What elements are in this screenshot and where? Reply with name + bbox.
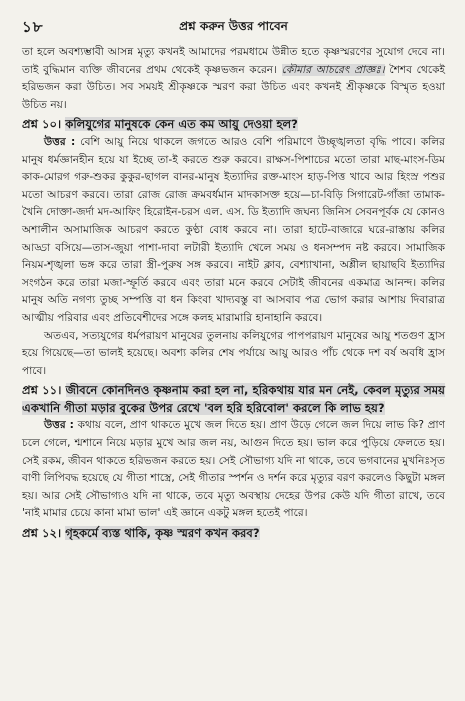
- page-number: ১৮: [22, 18, 44, 36]
- question-10-text: কলিযুগের মানুষকে কেন এত কম আয়ু দেওয়া হল?: [65, 117, 298, 132]
- answer-10: [22, 134, 445, 328]
- answer-10-paragraph-2: অতএব, সত্যযুগের ধর্মপরায়ণ মানুষের তুলনায় কলিযুগের পাপপরায়ণ মানুষের আয়ু শতগুণ হ্রাস হয়ে গিয়েছে—তা ভালই হয়েছে। অবশ্য কলির শেষ পর্যায়ে আয়ু আরও পাঁচ থেকে দশ বর্ষ অবধি হ্রাস পাবে।: [22, 329, 445, 377]
- intro-paragraph: [22, 44, 445, 114]
- body-text: [22, 44, 445, 543]
- page-header: [22, 14, 445, 44]
- intro-text-1: তা হলে অবশ্যম্ভাবী আসন্ন মৃত্যু কখনই আমাদের পরমধামে উন্নীত হতে কৃষ্ণস্মরণের সুযোগ দেবে না। তাই বুদ্ধিমান ব্যক্তি জীবনের প্রথম থেকেই কৃষ্ণভজন করেন।: [22, 46, 445, 76]
- answer-11-label: উত্তর :: [44, 419, 74, 432]
- intro-text-2: শৈশব থেকেই হরিভজন করা উচিত। সব সময়ই শ্রীকৃষ্ণকে স্মরণ করা উচিত এবং কখনই শ্রীকৃষ্ণকে বিস্মৃত হওয়া উচিত নয়।: [22, 63, 446, 111]
- question-10: [22, 116, 445, 134]
- question-11-text: জীবনে কোনদিনও কৃষ্ণনাম করা হল না, হরিকথায় যার মন নেই, কেবল মৃত্যুর সময় একখানি গীতা মড়ার বুকের উপর রেখে 'বল হরি হরিবোল' করলে কি লাভ হয়?: [22, 383, 446, 415]
- answer-11: [22, 417, 445, 523]
- question-11: [22, 382, 445, 417]
- answer-11-text: কথায় বলে, প্রাণ থাকতে মুখে জল দিতে হয়। প্রাণ উড়ে গেলে জল দিয়ে লাভ কি? প্রাণ চলে গেলে, শ্মশানে নিয়ে মড়ার মুখে আর জল নয়, আগুন দিতে হয়। ভাল করে পুড়িয়ে ফেলতে হয়। সেই রকম, জীবন থাকতে হরিভজন করতে হয়। সেই সৌভাগ্য যদি না থাকে, তবে ভগবানের মুখনিঃসৃত বাণী লিপিবদ্ধ হয়েছে যে গীতা শাস্ত্রে, সেই গীতার স্পর্শন ও দর্শন করে মৃত্যুর বরণ করলেও কিছুটা মঙ্গল হয়। আর সেই সৌভাগ্যও যদি না থাকে, তবে মৃত্যু অবস্থায় দেহের উপর কেউ যদি গীতা রাখে, তবে 'নাই মামার চেয়ে কানা মামা ভাল' এই জ্ঞানে একটু মঙ্গল হতেই পারে।: [22, 419, 445, 520]
- answer-10-text: বেশি আয়ু নিয়ে থাকলে জগতে আরও বেশি পরিমাণে উচ্ছৃঙ্খলতা বৃদ্ধি পাবে। কলির মানুষ ধর্মজ্ঞানহীন হয়ে যা ইচ্ছে তা-ই করতে শুরু করবে। রাক্ষস-পিশাচের মতো তারা মাছ-মাংস-ডিম কাক-মোরগ গরু-শুকর কুকুর-ছাগল বানর-মানুষ ইত্যাদির রক্ত-মাংস হাড়-পিত্ত খাবে আর হিংস্র পশুর মতো আচরণ করবে। তারা রোজ রোজ ক্রমবর্ধমান মাদকাসক্ত হয়ে—চা-বিড়ি সিগারেট-গাঁজা তামাক-খৈনি দোক্তা-জর্দা মদ-আফিং হিরোইন-চরস এল. এস. ডি ইত্যাদি জঘন্য জিনিস সেবনপূর্বক যে কোনও অশালীন অসামাজিক আচরণ করতে কুণ্ঠা বোধ করবে না। তারা হাটে-বাজারে ঘরে-রাস্তায় কলির আড্ডা বসিয়ে—তাস-জুয়া পাশা-দাবা লটারী ইত্যাদি খেলে সময় ও ধনসম্পদ নষ্ট করবে। সামাজিক নিয়ম-শৃঙ্খলা ভঙ্গ করে তারা স্ত্রী-পুরুষ সঙ্গ করবে। নাইট ক্লাব, বেশ্যাখানা, অশ্লীল ছায়াছবি ইত্যাদির সংগঠন করে তারা মজা-স্ফূর্তি করবে এবং তারা মনে করবে সেটাই জীবনের একমাত্র আনন্দ। কলির মানুষ অতি নগণ্য তুচ্ছ সম্পত্তি বা ধন কিংবা খাদ্যবস্তু বা আসবাব পত্র ভোগ করার আশায় দিবারাত্র আত্মীয় পরিবার এবং প্রতিবেশীদের সঙ্গে কলহ মারামারি হানাহানি করবে।: [22, 135, 445, 324]
- sanskrit-quote: কৌমার আচরেৎ প্রাজ্ঞঃ।: [281, 63, 385, 76]
- question-11-label: প্রশ্ন ১১।: [22, 383, 62, 398]
- question-10-label: প্রশ্ন ১০।: [22, 117, 62, 132]
- question-12-label: প্রশ্ন ১২।: [22, 526, 62, 541]
- running-title: প্রশ্ন করুন উত্তর পাবেন: [179, 19, 288, 33]
- question-12-text: গৃহকর্মে ব্যস্ত থাকি, কৃষ্ণ স্মরণ কখন করব?: [65, 526, 260, 541]
- question-12: [22, 525, 445, 543]
- answer-10-label: উত্তর :: [44, 135, 76, 148]
